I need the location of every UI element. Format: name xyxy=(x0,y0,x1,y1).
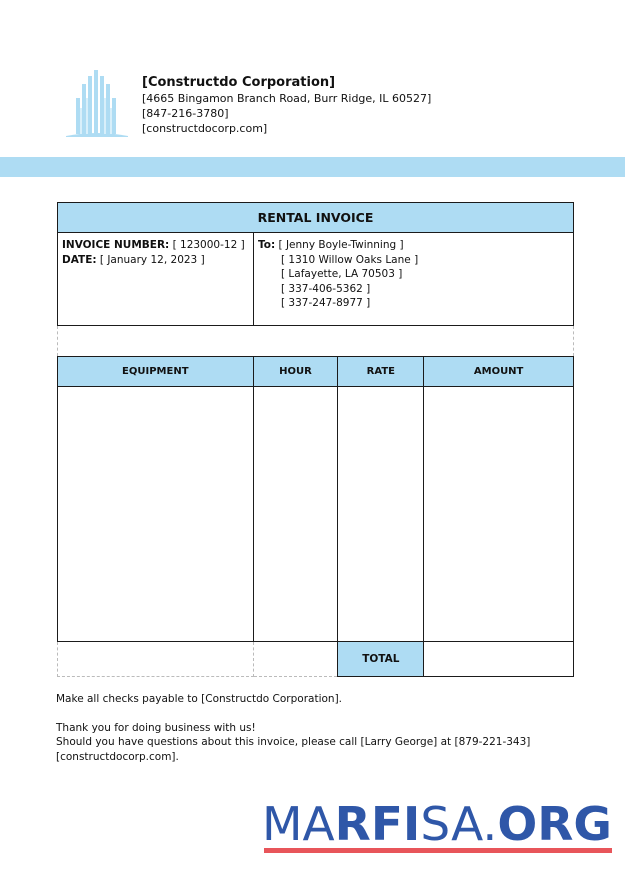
total-value[interactable] xyxy=(424,642,574,677)
bill-to-street[interactable]: [ 1310 Willow Oaks Lane ] xyxy=(281,253,419,266)
table-header-row xyxy=(58,357,574,387)
col-equipment: EQUIPMENT xyxy=(58,357,254,387)
col-rate: RATE xyxy=(338,357,424,387)
invoice-title: RENTAL INVOICE xyxy=(57,202,574,233)
total-row xyxy=(58,642,574,677)
col-hour: HOUR xyxy=(253,357,338,387)
company-website: [constructdocorp.com] xyxy=(142,122,268,135)
thanks-note: Thank you for doing business with us! xyxy=(56,721,256,734)
spacer-row xyxy=(57,326,574,356)
invoice-number-value[interactable]: [ 123000-12 ] xyxy=(172,239,245,251)
company-name: [Constructdo Corporation] xyxy=(142,75,336,90)
bill-to-label: To: xyxy=(258,239,276,251)
invoice-number-line xyxy=(62,238,249,253)
building-skyline-icon xyxy=(66,68,128,138)
total-label: TOTAL xyxy=(338,642,424,677)
amount-cell[interactable] xyxy=(424,387,574,642)
bill-to-line-0 xyxy=(258,238,569,253)
invoice-date-line xyxy=(62,253,249,268)
bill-to xyxy=(254,233,573,325)
hour-cell[interactable] xyxy=(253,387,338,642)
questions-note: Should you have questions about this invoice, please call [Larry George] at [879-221-343] xyxy=(56,736,531,748)
col-amount: AMOUNT xyxy=(424,357,574,387)
bill-to-phone-2[interactable]: [ 337-247-8977 ] xyxy=(281,297,371,309)
header-band xyxy=(0,157,625,177)
bill-to-name[interactable]: [ Jenny Boyle-Twinning ] xyxy=(278,239,404,251)
invoice-number-label: INVOICE NUMBER: xyxy=(62,239,170,251)
table-row xyxy=(58,387,574,642)
items-table xyxy=(57,356,574,677)
watermark-underline xyxy=(264,848,612,853)
notes xyxy=(56,692,530,764)
marfisa-logo xyxy=(262,798,614,856)
bill-to-phone-1[interactable]: [ 337-406-5362 ] xyxy=(281,282,371,295)
invoice-info-box xyxy=(57,232,574,326)
watermark-text: MARFISA.ORG xyxy=(262,798,610,851)
rate-cell[interactable] xyxy=(338,387,424,642)
empty-cell xyxy=(253,642,338,677)
website-note: [constructdocorp.com]. xyxy=(56,750,179,763)
company-address: [4665 Bingamon Branch Road, Burr Ridge, IL 60527] xyxy=(142,92,432,105)
equipment-cell[interactable] xyxy=(58,387,254,642)
invoice-date-value[interactable]: [ January 12, 2023 ] xyxy=(99,253,205,266)
checks-note: Make all checks payable to [Constructdo Corporation]. xyxy=(56,693,343,705)
company-phone: [847-216-3780] xyxy=(142,107,229,120)
company-logo xyxy=(66,68,128,138)
invoice-meta xyxy=(58,233,254,325)
watermark-logo xyxy=(262,798,614,856)
empty-cell xyxy=(58,642,254,677)
invoice-date-label: DATE: xyxy=(62,253,97,266)
bill-to-city[interactable]: [ Lafayette, LA 70503 ] xyxy=(281,268,403,280)
company-info xyxy=(142,75,431,136)
